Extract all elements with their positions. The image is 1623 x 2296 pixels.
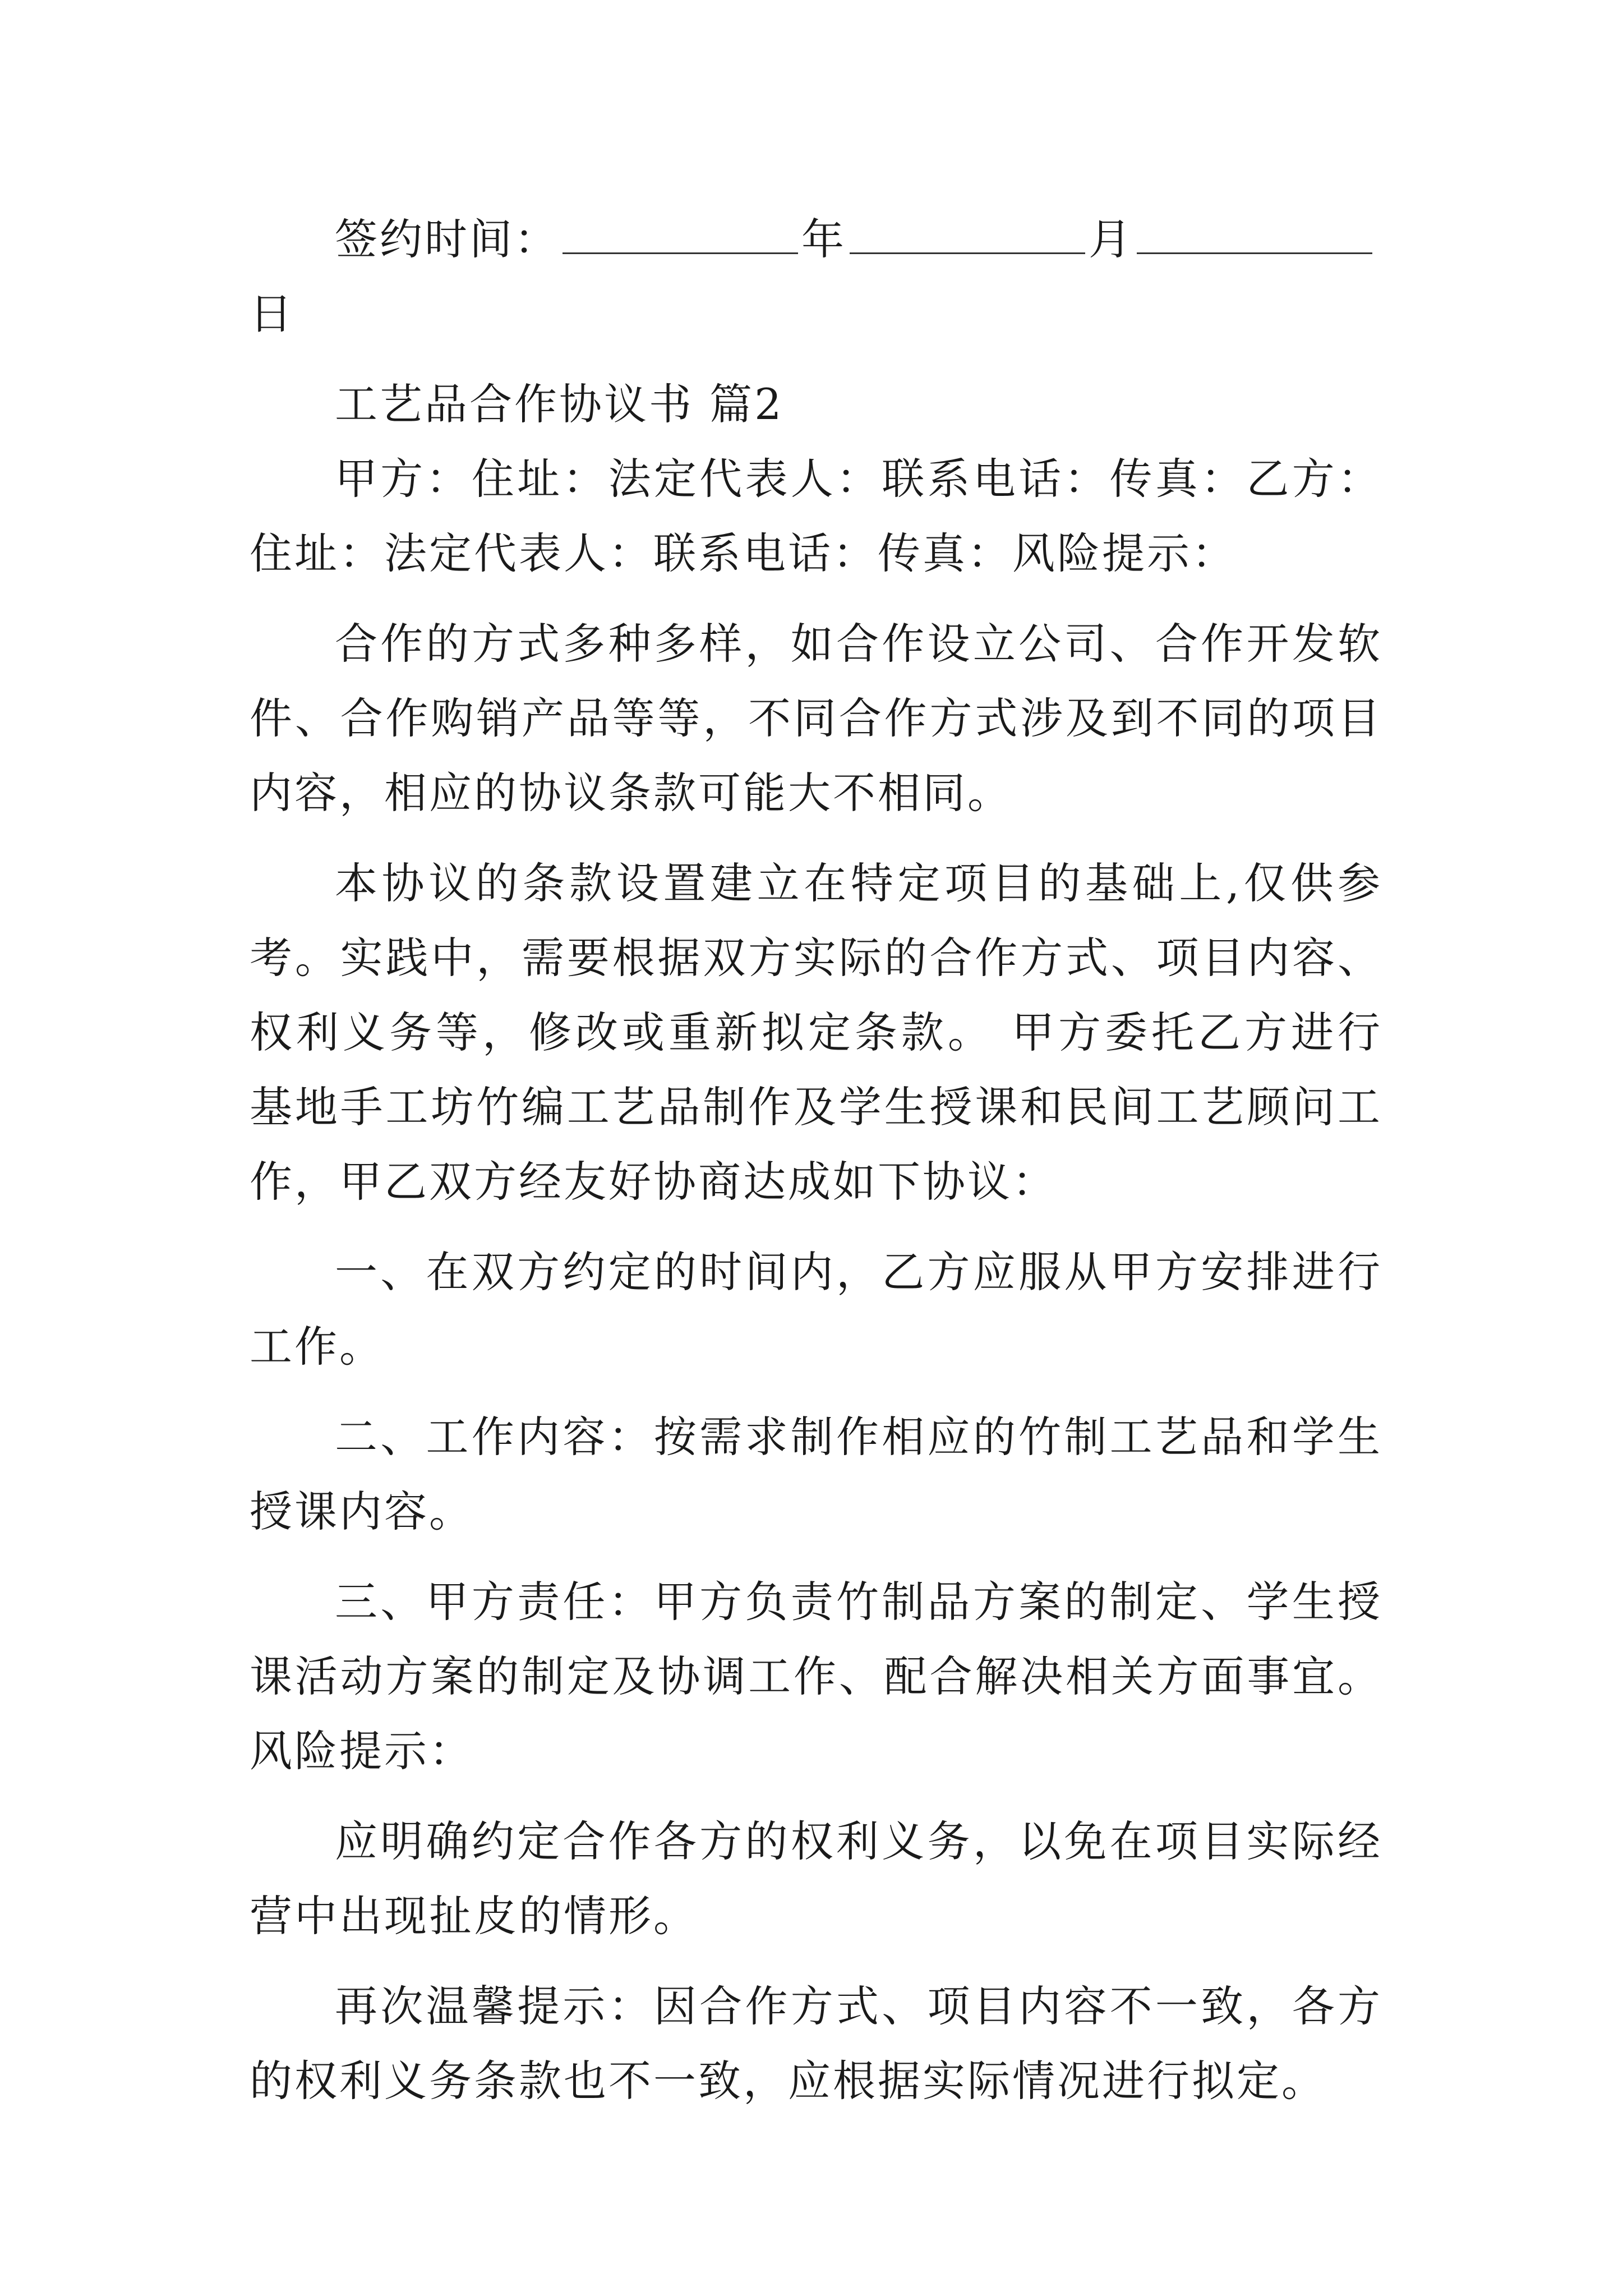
section-heading: 工艺品合作协议书 篇2 — [335, 379, 784, 429]
day-label: 日 — [250, 289, 294, 339]
month-blank — [850, 213, 1085, 254]
risk-note-paragraph: 应明确约定合作各方的权利义务，以免在项目实际经营中出现扯皮的情形。 — [250, 1816, 1382, 1941]
document-body — [250, 202, 1382, 2118]
reminder-paragraph: 再次温馨提示：因合作方式、项目内容不一致，各方的权利义务条款也不一致，应根据实际情况进行拟定。 — [250, 1981, 1382, 2106]
day-blank — [1137, 213, 1372, 254]
clause-two: 二、工作内容：按需求制作相应的竹制工艺品和学生授课内容。 — [250, 1412, 1382, 1536]
year-blank — [562, 213, 798, 254]
signing-time-line — [250, 202, 1382, 277]
parties-paragraph: 甲方：住址：法定代表人：联系电话：传真：乙方：住址：法定代表人：联系电话：传真：风险提示： — [250, 454, 1382, 578]
year-label: 年 — [801, 214, 846, 264]
cooperation-modes-paragraph: 合作的方式多种多样，如合作设立公司、合作开发软件、合作购销产品等等，不同合作方式涉及到不同的项目内容，相应的协议条款可能大不相同。 — [250, 619, 1382, 818]
signing-time-label: 签约时间： — [335, 214, 559, 264]
clause-three: 三、甲方责任：甲方负责竹制品方案的制定、学生授课活动方案的制定及协调工作、配合解决相关方面事宜。风险提示： — [250, 1577, 1382, 1776]
month-label: 月 — [1089, 214, 1133, 264]
agreement-purpose-paragraph: 本协议的条款设置建立在特定项目的基础上,仅供参考。实践中，需要根据双方实际的合作方式、项目内容、权利义务等，修改或重新拟定条款。 甲方委托乙方进行基地手工坊竹编工艺品制作及学生授课和民间工艺顾问工作，甲乙双方经友好协商达成如下协议： — [250, 858, 1382, 1207]
clause-one: 一、在双方约定的时间内，乙方应服从甲方安排进行工作。 — [250, 1247, 1382, 1372]
